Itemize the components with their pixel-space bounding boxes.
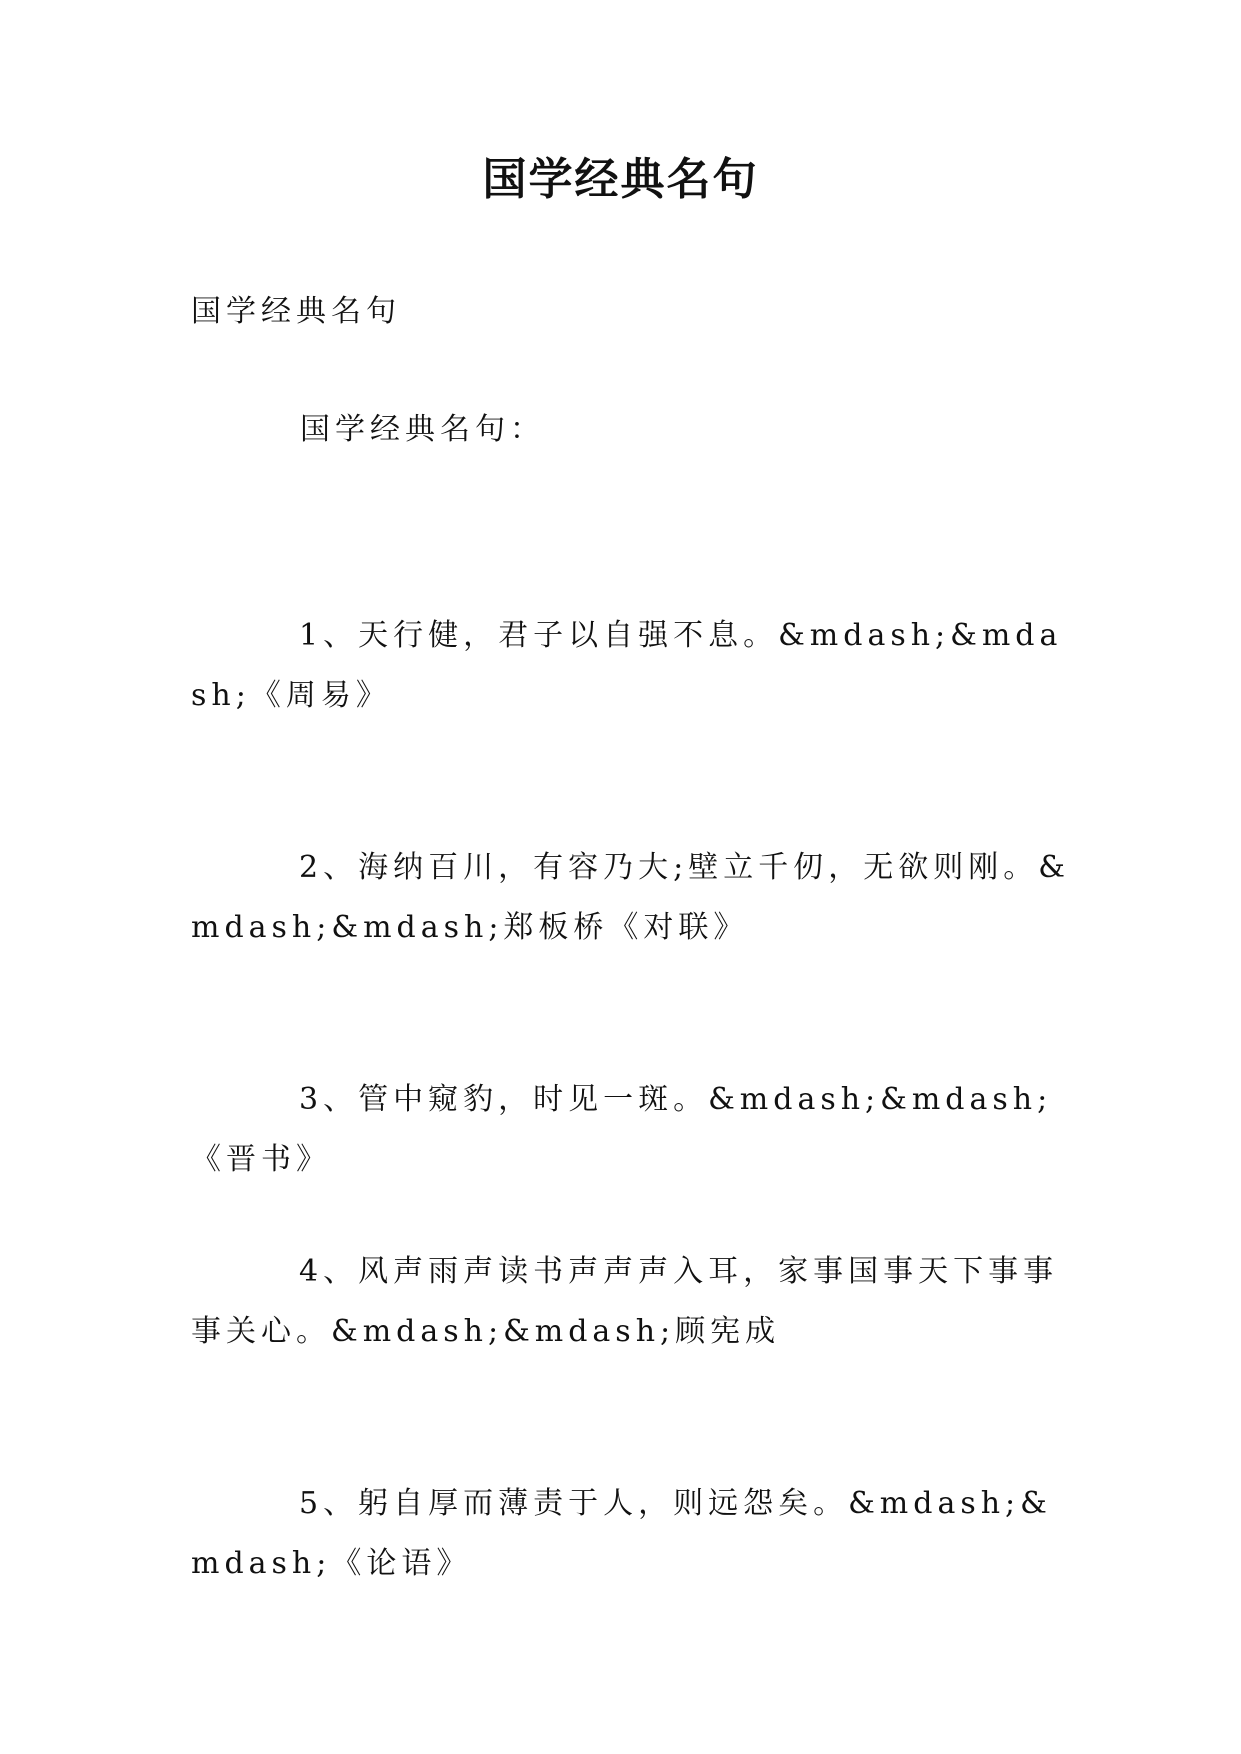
quote-item: 4、风声雨声读书声声声入耳，家事国事天下事事事关心。&mdash;&mdash;顾宪成 — [191, 1254, 1059, 1349]
quote-item: 2、海纳百川，有容乃大;壁立千仞，无欲则刚。&mdash;&mdash;郑板桥《对联》 — [191, 850, 1070, 945]
document-title: 国学经典名句 — [482, 154, 759, 205]
document-subtitle: 国学经典名句 — [191, 294, 401, 329]
quote-item: 3、管中窥豹，时见一斑。&mdash;&mdash;《晋书》 — [191, 1082, 1053, 1177]
intro-line: 国学经典名句： — [300, 412, 545, 447]
quote-item: 5、躬自厚而薄责于人，则远怨矣。&mdash;&mdash;《论语》 — [191, 1486, 1052, 1581]
quote-item: 1、天行健，君子以自强不息。&mdash;&mdash;《周易》 — [191, 618, 1063, 713]
